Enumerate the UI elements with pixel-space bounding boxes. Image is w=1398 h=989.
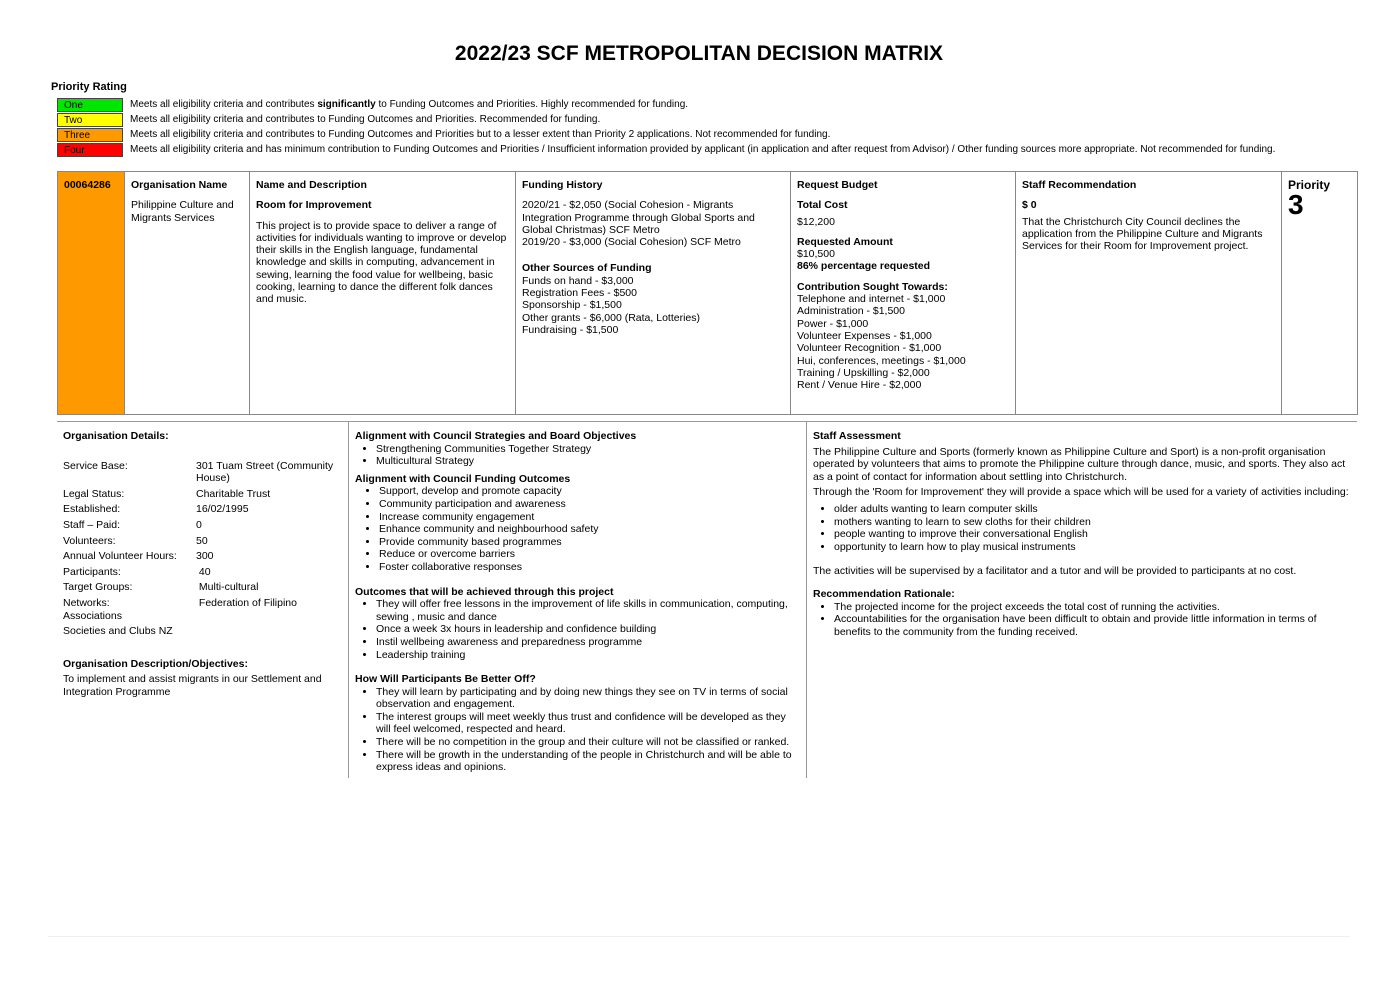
contribution-item: Administration - $1,500 (797, 305, 905, 318)
organisation-details-header: Organisation Details: (63, 430, 169, 442)
detail-row-staff-paid: Staff – Paid: 0 (63, 518, 202, 531)
legend-swatch-one: One (57, 98, 123, 112)
legend-row-four (57, 142, 1275, 157)
list-item: • They will offer free lessons in the improvement of life skills in communication, computing, sewing , music and dance (376, 598, 800, 623)
detail-value: Federation of Filipino (196, 596, 297, 609)
contribution-item: Power - $1,000 (797, 317, 869, 330)
list-item: • Strengthening Communities Together Strategy (376, 443, 800, 456)
application-id-cell (58, 172, 125, 415)
organisation-name-header: Organisation Name (131, 179, 228, 191)
funding-history-entry: 2019/20 - $3,000 (Social Cohesion) SCF Metro (522, 236, 741, 249)
requested-amount-value: $10,500 (797, 248, 835, 261)
recommended-amount: $ 0 (1022, 199, 1037, 212)
rationale-list (813, 601, 1351, 639)
staff-recommendation-text: That the Christchurch City Council declines the application from the Philippine Culture and Migrants Services for their Room for Improvement project. (1022, 215, 1263, 253)
contribution-item: Volunteer Recognition - $1,000 (797, 342, 942, 355)
detail-row-legal-status: Legal Status: Charitable Trust (63, 487, 271, 500)
list-item: • Community participation and awareness (379, 498, 800, 511)
better-off-list (355, 686, 800, 774)
contribution-item: Telephone and internet - $1,000 (797, 293, 946, 306)
strategies-header: Alignment with Council Strategies and Board Objectives (355, 430, 637, 442)
detail-value: Multi-cultural (196, 581, 259, 594)
funding-outcomes-header: Alignment with Council Funding Outcomes (355, 472, 571, 485)
detail-value: 50 (196, 534, 208, 547)
list-item: • Reduce or overcome barriers (379, 548, 800, 561)
list-item: • Increase community engagement (379, 511, 800, 524)
assessment-paragraph: The Philippine Culture and Sports (formerly known as Philippine Culture and Sport) is a non-profit organisation operated by volunteers that aims to promote the Philippine culture through dance, music, and sports. They also act as a point of contact for information about settling into Christchurch. (813, 445, 1346, 483)
list-item: • The interest groups will meet weekly thus trust and confidence will be developed as they will feel welcomed, respected and heard. (376, 711, 800, 736)
detail-value: 300 (196, 550, 214, 563)
assessment-paragraph: Through the 'Room for Improvement' they will provide a space which will be used for a variety of activities including: (813, 486, 1349, 499)
priority-rating-heading: Priority Rating (51, 81, 127, 93)
priority-cell (1282, 172, 1358, 415)
legend-row-two (57, 112, 1275, 127)
other-sources-header: Other Sources of Funding (522, 262, 652, 275)
assessment-paragraph: The activities will be supervised by a facilitator and a tutor and will be provided to participants at no cost. (813, 565, 1297, 578)
total-cost-value: $12,200 (797, 215, 835, 228)
contribution-item: Volunteer Expenses - $1,000 (797, 329, 932, 342)
project-outcomes-list (355, 598, 800, 661)
other-source-item: Sponsorship - $1,500 (522, 299, 622, 312)
detail-row-volunteers: Volunteers: 50 (63, 534, 208, 547)
list-item: • They will learn by participating and by doing new things they see on TV in terms of social observation and engagement. (376, 686, 800, 711)
detail-value: 0 (196, 518, 202, 531)
legend-row-three (57, 127, 1275, 142)
application-details-section (57, 421, 1357, 778)
organisation-name: Philippine Culture and Migrants Services (131, 199, 234, 224)
list-item: • opportunity to learn how to play musical instruments (834, 541, 1351, 554)
detail-row-volunteer-hours: Annual Volunteer Hours: 300 (63, 550, 214, 563)
percentage-requested: 86% percentage requested (797, 260, 931, 273)
other-source-item: Funds on hand - $3,000 (522, 274, 634, 287)
legend-row-one (57, 97, 1275, 112)
contribution-item: Hui, conferences, meetings - $1,000 (797, 354, 966, 367)
detail-row-networks: Networks: Federation of Filipino (63, 596, 297, 609)
organisation-description: To implement and assist migrants in our Settlement and Integration Programme (63, 673, 322, 698)
contribution-header: Contribution Sought Towards: (797, 280, 948, 293)
better-off-header: How Will Participants Be Better Off? (355, 673, 536, 686)
funding-outcomes-list (355, 485, 800, 573)
project-description: This project is to provide space to deliver a range of activities for individuals wanting to improve or develop their skills in the English language, fundamental knowledge and skills in computing, advancement in sewing, learning the food value for wellbeing, basic cooking, learning to dance the different folk dances and music. (256, 219, 507, 306)
list-item: • mothers wanting to learn to sew cloths for their children (834, 516, 1351, 529)
staff-assessment-column (806, 422, 1357, 778)
networks-continued: Societies and Clubs NZ (63, 625, 173, 638)
other-source-item: Other grants - $6,000 (Rata, Lotteries) (522, 311, 701, 324)
legend-swatch-four: Four (57, 143, 123, 157)
list-item: • Foster collaborative responses (379, 561, 800, 574)
detail-value: 40 (196, 565, 211, 578)
requested-amount-label: Requested Amount (797, 235, 893, 248)
list-item: • Once a week 3x hours in leadership and confidence building (376, 623, 800, 636)
total-cost-label: Total Cost (797, 199, 848, 212)
list-item: • The projected income for the project exceeds the total cost of running the activities. (834, 601, 1351, 614)
detail-row-established: Established: 16/02/1995 (63, 503, 249, 516)
funding-history-cell (516, 172, 791, 415)
staff-assessment-header: Staff Assessment (813, 430, 901, 442)
application-summary-table (57, 171, 1358, 415)
project-cell (250, 172, 516, 415)
list-item: • Leadership training (376, 649, 800, 662)
activities-list (813, 503, 1351, 553)
project-outcomes-header: Outcomes that will be achieved through this project (355, 585, 614, 598)
list-item: • Multicultural Strategy (376, 455, 800, 468)
list-item: • Support, develop and promote capacity (379, 485, 800, 498)
other-source-item: Fundraising - $1,500 (522, 323, 619, 336)
organisation-name-cell (125, 172, 250, 415)
organisation-details-column (57, 422, 348, 778)
application-id: 00064286 (64, 179, 111, 191)
priority-value: 3 (1288, 189, 1304, 221)
contribution-item: Rent / Venue Hire - $2,000 (797, 379, 922, 392)
list-item: • There will be no competition in the group and their culture will not be classified or ranked. (376, 736, 800, 749)
organisation-description-header: Organisation Description/Objectives: (63, 657, 248, 670)
list-item: • Enhance community and neighbourhood safety (379, 523, 800, 536)
detail-row-target-groups: Target Groups: Multi-cultural (63, 581, 259, 594)
detail-value: 16/02/1995 (196, 503, 249, 516)
networks-continued: Associations (63, 609, 122, 622)
project-header: Name and Description (256, 179, 367, 191)
priority-header: Priority (1288, 178, 1331, 192)
legend-swatch-three: Three (57, 128, 123, 142)
legend-text-four: Meets all eligibility criteria and has minimum contribution to Funding Outcomes and Priorities / Insufficient information provided by applicant (in application and after request from Advisor) / Other funding sources more appropriate. Not recommended for funding. (130, 144, 1276, 155)
detail-value: Charitable Trust (196, 487, 271, 500)
legend-swatch-two: Two (57, 113, 123, 127)
legend-text-two: Meets all eligibility criteria and contributes to Funding Outcomes and Priorities. Recommended for funding. (130, 114, 601, 125)
legend-text-one: Meets all eligibility criteria and contributes significantly to Funding Outcomes and Priorities. Highly recommended for funding. (130, 99, 689, 110)
staff-recommendation-cell (1016, 172, 1282, 415)
detail-value: 301 Tuam Street (Community House) (196, 459, 334, 485)
recommendation-rationale-header: Recommendation Rationale: (813, 587, 955, 600)
staff-recommendation-header: Staff Recommendation (1022, 179, 1137, 191)
list-item: • older adults wanting to learn computer skills (834, 503, 1351, 516)
footer-divider (48, 936, 1350, 937)
contribution-item: Training / Upskilling - $2,000 (797, 366, 930, 379)
funding-history-header: Funding History (522, 179, 603, 191)
request-budget-header: Request Budget (797, 179, 878, 191)
project-name: Room for Improvement (256, 199, 372, 212)
priority-legend (57, 97, 1275, 157)
other-source-item: Registration Fees - $500 (522, 287, 637, 300)
legend-text-three: Meets all eligibility criteria and contributes to Funding Outcomes and Priorities but to a lesser extent than Priority 2 applications. Not recommended for funding. (130, 129, 831, 140)
detail-row-service-base: Service Base: 301 Tuam Street (Community House) (63, 460, 342, 485)
list-item: • There will be growth in the understanding of the people in Christchurch and will be able to express ideas and opinions. (376, 749, 800, 774)
request-budget-cell (791, 172, 1016, 415)
detail-row-participants: Participants: 40 (63, 565, 211, 578)
list-item: • Instil wellbeing awareness and preparedness programme (376, 636, 800, 649)
funding-history-entry: 2020/21 - $2,050 (Social Cohesion - Migrants Integration Programme through Global Sports and Global Christmas) SCF Metro (522, 199, 755, 236)
page-title: 2022/23 SCF METROPOLITAN DECISION MATRIX (454, 42, 944, 65)
list-item: • people wanting to improve their conversational English (834, 528, 1351, 541)
strategies-list (355, 443, 800, 468)
list-item: • Accountabilities for the organisation have been difficult to obtain and provide little information in terms of benefits to the community from the funding received. (834, 613, 1351, 638)
alignment-column (348, 422, 806, 778)
list-item: • Provide community based programmes (379, 536, 800, 549)
